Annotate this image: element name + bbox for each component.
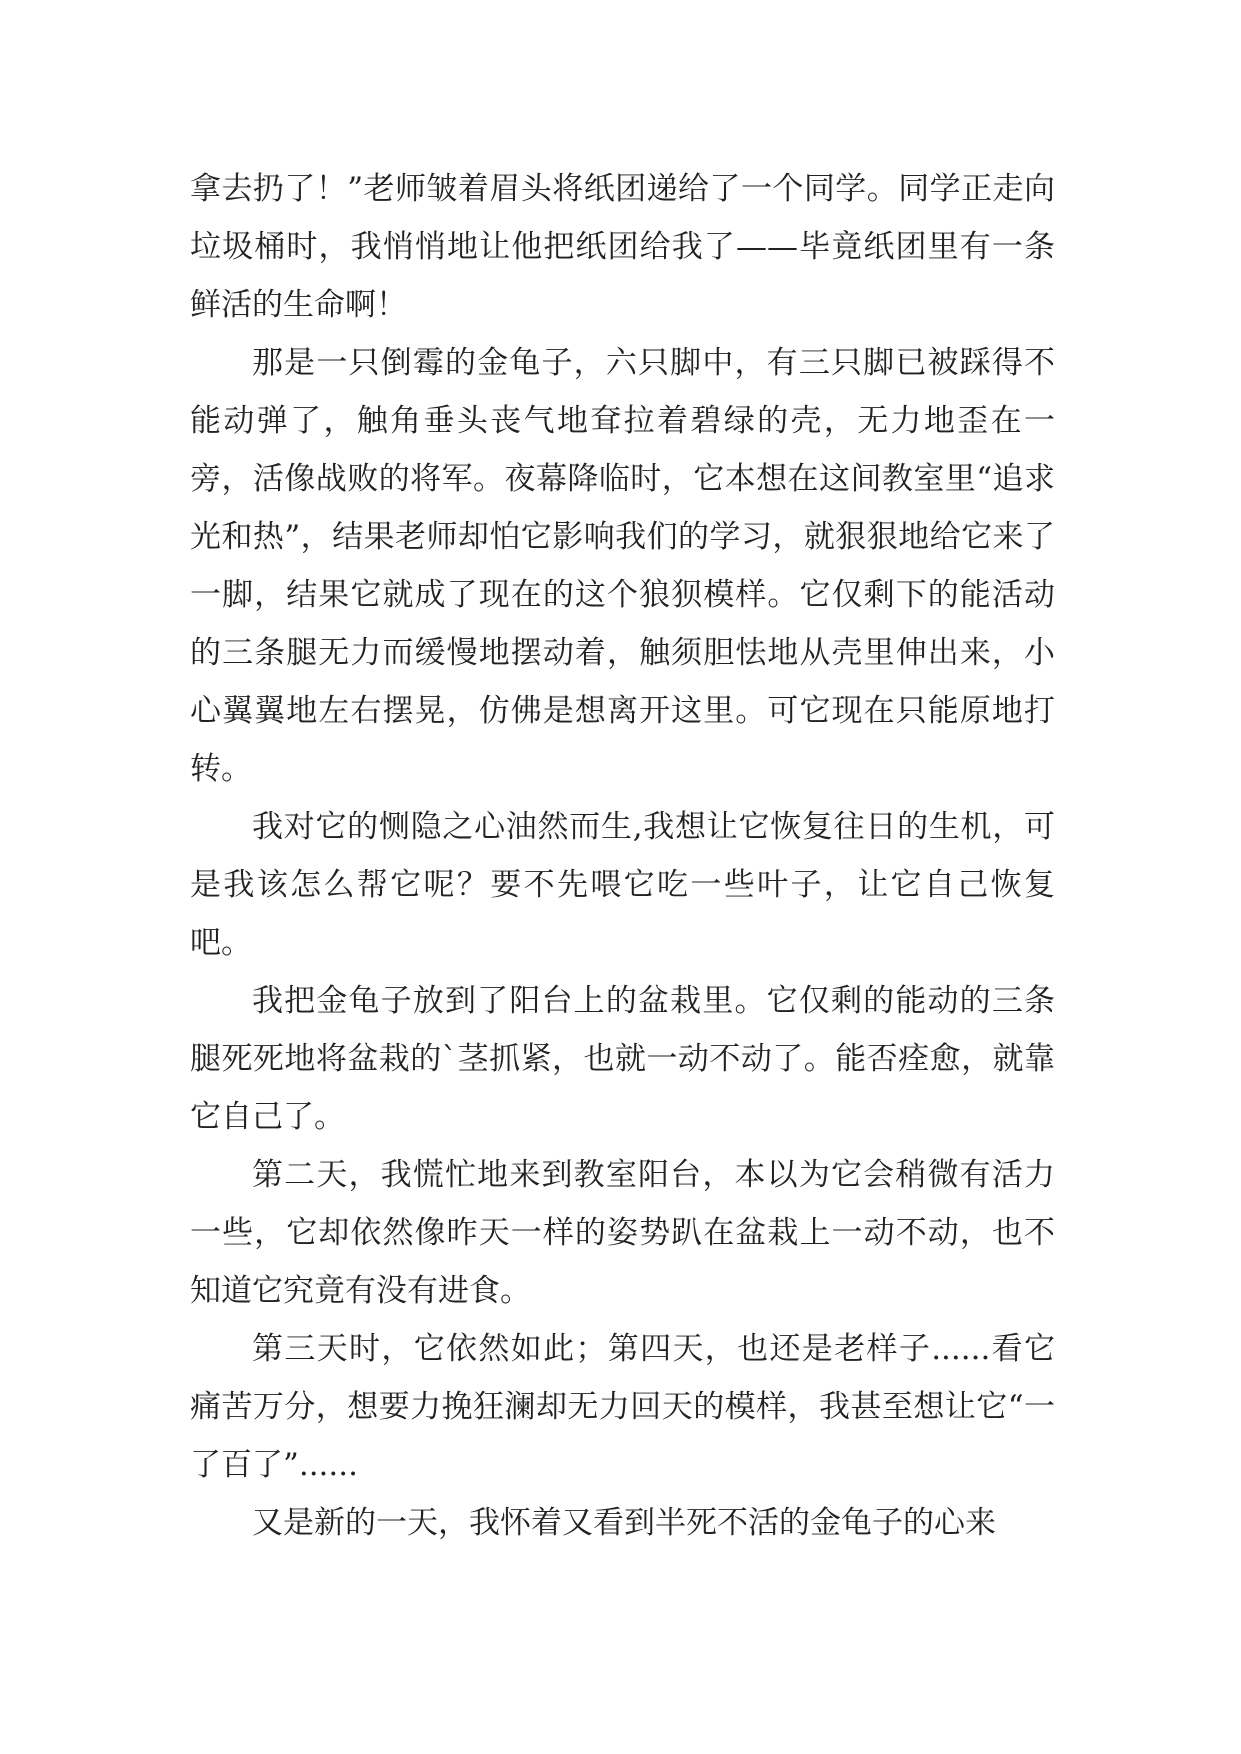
paragraph-4: 我把金龟子放到了阳台上的盆栽里。它仅剩的能动的三条腿死死地将盆栽的`茎抓紧，也就一动不动了。能否痊愈，就靠它自己了。 [190,983,1055,1135]
paragraph-7: 又是新的一天，我怀着又看到半死不活的金龟子的心来 [252,1505,996,1541]
paragraph-6: 第三天时，它依然如此；第四天，也还是老样子......看它痛苦万分，想要力挽狂澜却无力回天的模样，我甚至想让它“一了百了”...... [190,1331,1055,1483]
paragraph-5: 第二天，我慌忙地来到教室阳台，本以为它会稍微有活力一些，它却依然像昨天一样的姿势趴在盆栽上一动不动，也不知道它究竟有没有进食。 [190,1157,1055,1309]
document-body [190,160,1055,1552]
paragraph-3: 我对它的恻隐之心油然而生,我想让它恢复往日的生机，可是我该怎么帮它呢？要不先喂它吃一些叶子，让它自己恢复吧。 [190,809,1055,961]
paragraph-2: 那是一只倒霉的金龟子，六只脚中，有三只脚已被踩得不能动弹了，触角垂头丧气地耷拉着碧绿的壳，无力地歪在一旁，活像战败的将军。夜幕降临时，它本想在这间教室里“追求光和热”，结果老师却怕它影响我们的学习，就狠狠地给它来了一脚，结果它就成了现在的这个狼狈模样。它仅剩下的能活动的三条腿无力而缓慢地摆动着，触须胆怯地从壳里伸出来，小心翼翼地左右摆晃，仿佛是想离开这里。可它现在只能原地打转。 [190,345,1055,787]
paragraph-1: 拿去扔了！”老师皱着眉头将纸团递给了一个同学。同学正走向垃圾桶时，我悄悄地让他把纸团给我了——毕竟纸团里有一条鲜活的生命啊！ [190,171,1055,323]
